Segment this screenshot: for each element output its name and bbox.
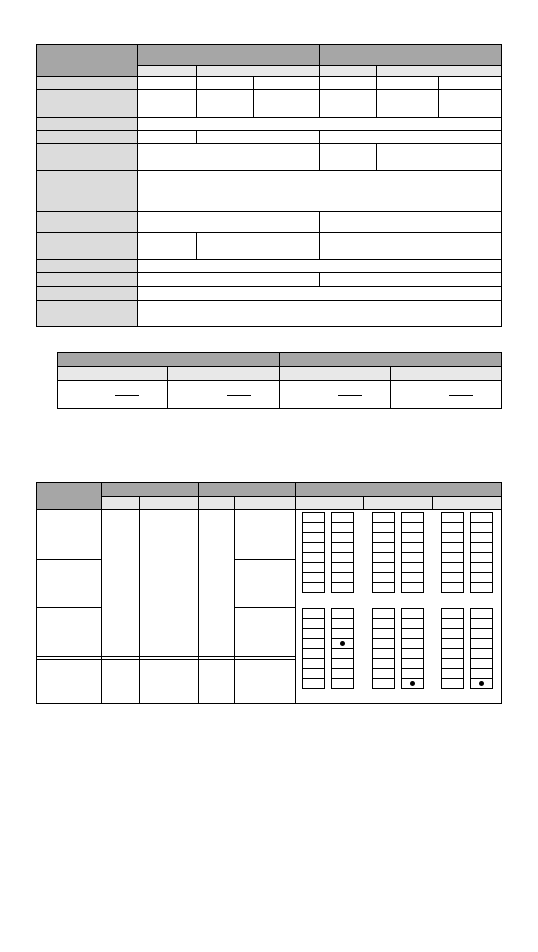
switch-cell — [401, 582, 424, 593]
switch-marker — [479, 681, 484, 686]
switch-cell — [470, 582, 493, 593]
switch-marker — [340, 641, 345, 646]
switch-cell — [302, 678, 325, 689]
switch-cell — [441, 678, 464, 689]
switch-cell — [372, 678, 395, 689]
switch-cell — [441, 582, 464, 593]
switch-marker — [410, 681, 415, 686]
switch-cell — [331, 678, 354, 689]
switch-cell — [331, 582, 354, 593]
switch-cell — [372, 582, 395, 593]
switch-cell — [302, 582, 325, 593]
